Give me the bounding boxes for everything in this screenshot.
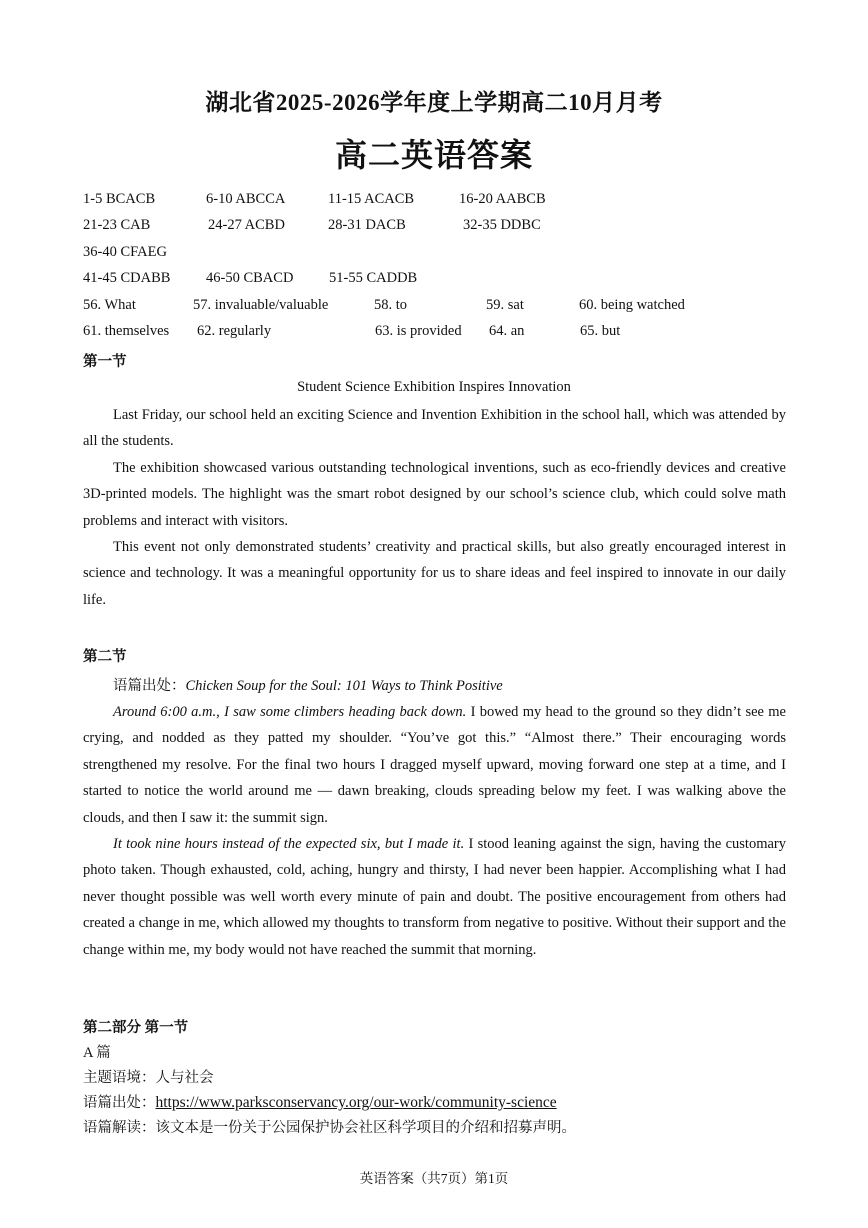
subject-title: 高二英语答案 (334, 137, 533, 173)
answer-item: 61. themselves (83, 323, 170, 339)
answer-item: 65. but (580, 323, 621, 339)
passage-label: A 篇 (83, 1045, 111, 1061)
section-heading: 第二节 (83, 649, 127, 665)
source-label: 语篇出处： (83, 1095, 156, 1111)
exam-title: 湖北省2025-2026学年度上学期高二10月月考 (205, 90, 663, 115)
answer-item: 41-45 CDABB (83, 270, 171, 286)
theme-value: 人与社会 (155, 1070, 214, 1086)
answer-item: 57. invaluable/valuable (193, 297, 329, 313)
analysis-label: 语篇解读： (83, 1120, 156, 1136)
answer-item: 62. regularly (197, 323, 272, 339)
answer-item: 36-40 CFAEG (83, 244, 167, 260)
story-paragraph (83, 831, 786, 963)
source-link[interactable]: https://www.parksconservancy.org/our-work/community-science (155, 1094, 557, 1111)
answer-item: 24-27 ACBD (208, 217, 285, 233)
answer-item: 6-10 ABCCA (206, 191, 286, 207)
paragraph-text: I stood leaning against the sign, having the customary photo taken. Though exhausted, cold, aching, hungry and thirsty, I had never been happier. Accomplishing what I had never thought possible was well worth every minute of pain and doubt. The positive encouragement from others had created a change in me, which allowed my thoughts to transform from negative to positive. Without their support and the change within me, my body would not have reached the summit that morning. (83, 836, 786, 958)
answer-item: 1-5 BCACB (83, 191, 156, 207)
given-sentence: It took nine hours instead of the expected six, but I made it. (113, 836, 465, 852)
answer-item: 28-31 DACB (328, 217, 406, 233)
analysis-line (83, 1116, 576, 1137)
page-footer: 英语答案（共7页）第1页 (359, 1171, 509, 1186)
answer-item: 32-35 DDBC (463, 217, 541, 233)
given-sentence: Around 6:00 a.m., I saw some climbers heading back down. (113, 704, 467, 720)
answer-item: 16-20 AABCB (459, 191, 546, 207)
source-label: 语篇出处： (113, 678, 186, 694)
answer-item: 46-50 CBACD (206, 270, 294, 286)
answer-item: 56. What (83, 297, 136, 313)
story-paragraph (83, 699, 786, 831)
essay-paragraph: Last Friday, our school held an exciting Science and Invention Exhibition in the school hall, which was attended by all the students. (83, 407, 786, 450)
answer-item: 11-15 ACACB (328, 191, 415, 207)
answer-item: 51-55 CADDB (329, 270, 418, 286)
paragraph-text: I bowed my head to the ground so they didn’t see me crying, and nodded as they patted my shoulder. “You’ve got this.” “Almost there.” Their encouraging words strengthened my resolve. For the final two hours I dragged myself upward, moving forward one step at a time, and I started to notice the world around me — dawn breaking, clouds spreading below my feet. I was walking above the clouds, and then I saw it: the summit sign. (83, 704, 786, 826)
essay-paragraph: The exhibition showcased various outstanding technological inventions, such as eco-friendly devices and creative 3D-printed models. The highlight was the smart robot designed by our school’s science club, which could solve math problems and interact with visitors. (83, 460, 786, 529)
theme-label: 主题语境： (83, 1070, 156, 1086)
essay-paragraph: This event not only demonstrated students’ creativity and practical skills, but also greatly encouraged interest in science and technology. It was a meaningful opportunity for us to share ideas and feel inspired to innovate in our daily life. (83, 539, 786, 608)
answer-item: 64. an (489, 323, 525, 339)
source-title: Chicken Soup for the Soul: 101 Ways to Think Positive (185, 678, 503, 694)
part-heading: 第二部分 第一节 (83, 1020, 189, 1036)
answer-item: 21-23 CAB (83, 217, 151, 233)
answer-item: 60. being watched (579, 297, 685, 313)
answer-item: 63. is provided (375, 323, 462, 339)
section-heading: 第一节 (83, 354, 127, 370)
essay-title: Student Science Exhibition Inspires Innovation (297, 379, 571, 395)
answer-item: 58. to (374, 297, 408, 313)
source-line (83, 1091, 557, 1112)
source-line (113, 674, 503, 695)
analysis-text: 该文本是一份关于公园保护协会社区科学项目的介绍和招募声明。 (155, 1120, 576, 1136)
answer-item: 59. sat (486, 297, 524, 313)
theme-line (83, 1066, 214, 1087)
